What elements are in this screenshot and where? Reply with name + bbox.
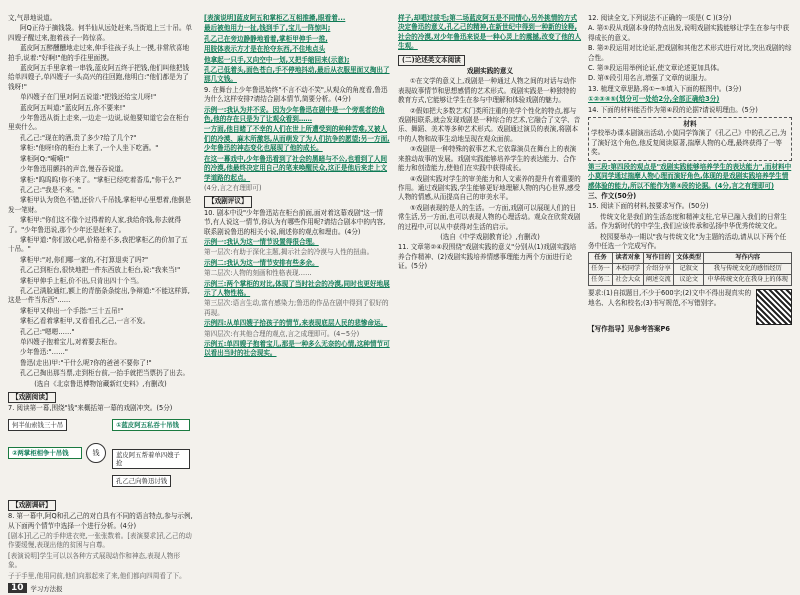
text-line: 蓝皮阿五叫道:"蓝皮阿五,你不要来!" <box>20 103 126 112</box>
article-title: 戏剧实践的意义 <box>466 67 514 76</box>
requirements-text: 要求:(1)自拟题目,不少于600字;(2)文中不得出现真实的地名、人名和校名;(3)书写规范,不写错别字。 <box>588 289 752 307</box>
text-line: 子于手里,他用同前,他们向那起来了来,他们都向四周看了下。 <box>8 571 186 580</box>
text-line: 孔乙己:"我是不来。" <box>20 185 82 194</box>
task-table <box>588 252 792 286</box>
paragraph: 校园要举办一期以"我与传统文化"为主题的活动,请从以下两个任务中任选一个完成写作。 <box>588 232 787 250</box>
text-line: 蓝皮阿五手里拿着一串钱,蓝皮阿五终于把钱,他们叫他把钱给单四嫂子,单四嫂子一头高兴的往回跑,他明白:"他们都是为了钱呀!" <box>8 64 190 91</box>
answer-line: 孔乙己在旁边静静地看着,掌柜甲伸手一推, <box>204 34 328 43</box>
question-12: 12. 阅读全文,下列说法不正确的一项是( C )(3分) <box>588 14 732 22</box>
section-label: (二)论述类文本阅读 <box>398 55 465 66</box>
table-cell: 阐述交流 <box>643 275 673 286</box>
text-line: 掌柜甲:"对,你们哪一家的,不打算退卖了吗?" <box>20 255 149 264</box>
text-line: 阿Q正待于摘钱袋。何半仙从远处赶来,当街追上三十吊。单四嫂子醒过来,抱着孩子一阵惊喜。 <box>8 24 193 42</box>
section-label: 【戏剧评议】 <box>204 196 252 207</box>
answer-line: 示例二:我认为这一情节安排有些多余。 <box>204 258 319 267</box>
text-line: 蓝皮阿五醉醺醺地走过来,伸手往孩子头上一摸,非常欣喜地拍手,说着:"好啊!"他的手往里面摸。 <box>8 44 190 62</box>
answer-line: 示例一:我认为这一情节设置得很合理。 <box>204 237 319 246</box>
table-cell: 社会大众 <box>613 275 643 286</box>
question-7: 7. 阅读第一幕,围绕"钱"来概括第一幕的戏剧冲突。(5分) <box>8 404 173 413</box>
question-8: 8. 第一幕中,阿Q和孔乙己的对白具有不同的语言特点,参与示例,从下面两个情节中选择一个进行分析。(4分) <box>8 512 193 530</box>
table-cell: 本校同学 <box>613 264 643 275</box>
source-note: (选自《北京鲁迅博物馆藏新红史料》,有删改) <box>34 379 167 388</box>
table-header-row <box>589 253 792 264</box>
question-14: 14. 下面的材料能否作为第④段的论据?请说明理由。(5分) <box>588 105 758 114</box>
section-label: 【戏剧调研】 <box>8 500 56 511</box>
table-header-cell: 读者对象 <box>613 253 643 264</box>
paragraph: ③戏剧是一种特殊的叙事艺术,它依靠演员在舞台上的表演来推动故事的发展。戏剧实践能够培养学生的表达能力、合作能力和创造能力,使他们在实践中获得成长。 <box>398 145 577 173</box>
answer-line: 示例三:两个掌柜的对比,体现了当时社会的冷漠,同时也更好地展示了人物性格。 <box>204 279 390 297</box>
table-cell: 议论文 <box>674 275 704 286</box>
text-line: 少年鲁迅:"……" <box>20 348 68 357</box>
grading-line: 第四层次:有其他合理的观点,言之成理即可。(4~5分) <box>204 329 360 338</box>
text-line: 掌柜甲伸手上柜,价不出,只肯出四十个当。 <box>20 276 143 285</box>
question-13: 13. 梳理文章思路,将①~⑤填入下面的框图中。(3分) <box>588 84 742 93</box>
column-1 <box>8 14 193 582</box>
paragraph: ⑤戏剧表现的是人的生活。一方面,戏剧可以展现人们的日常生活,另一方面,也可以表现人物的心理活动。观众在欣赏戏剧的过程中,可以从中获得对生活的启示。 <box>398 203 581 231</box>
diagram-box-answer: ①蓝皮阿五私吞十吊钱 <box>112 419 190 431</box>
table-cell: 任务二 <box>589 275 613 286</box>
table-row <box>589 264 792 275</box>
text-line: 孔乙己:"嗯嗯……" <box>20 327 75 336</box>
option-c: C. 第③段运用举例论证,使文章论述更加具体。 <box>588 64 724 73</box>
text-line: 单四嫂子抱着宝儿,对着要去柜台。 <box>20 338 122 346</box>
answer-line: 示例五:单四嫂子抱着宝儿,那是一种多么无奈的心情,这种情节可以看出当时的社会现实。 <box>204 340 390 358</box>
table-cell: 中华传统文化在我身上的体现 <box>704 275 792 286</box>
answer-line: 孔乙己低着头,面色苍白,手不停地抖动,最后从衣服里面又掏出了那几文钱。 <box>204 66 390 84</box>
table-header-cell: 任务 <box>589 253 613 264</box>
text-line: 孔乙己满脸通红,额上的青筋条条绽出,争辩道:"不能这样算,这是一件当东西"…… <box>8 286 190 305</box>
answer-line: 用肢体表示方才是在抢夺东西,不住地点头 <box>204 45 326 54</box>
question-8-option: [剧本]孔乙己的手伸进衣兜,一张张数着。[表演要求]孔乙己的动作要缓慢,表现出他的贫困与自尊。 <box>8 532 192 550</box>
answer-line: 样子,却唱过拔毛;第二场蓝皮阿五是不同情心,另外挑情的方式决定鲁迅的意义,孔乙己的精神,在新世纪中得到一种新的诠释,社会的冷漠,对少年鲁迅来说是一种心灵上的震撼,改变了他的人生观。 <box>398 14 582 51</box>
text-line: 掌柜:"他呀!你的柜台上来了,一个人坐下吃酒。" <box>20 144 159 153</box>
answer-line: [表演说明]蓝皮阿五和掌柜乙互相推搡,眼看着... <box>204 14 346 22</box>
text-line: 掌柜:"呜呜呜!你不来了。"掌柜已经吃着香瓜,"你干么?" <box>20 175 182 184</box>
answer-line: 第三段:第四段的观点是"戏剧实践能够培养学生的表达能力",而材料中小莫同学通过揣摩人物心理而演好角色,体现的是戏剧实践培养学生情感体验的能力,所以不能作为第④段的论据。(4分,言之有理即可) <box>588 162 792 190</box>
page-footer <box>8 583 62 593</box>
option-b: B. 第②段运用对比论证,把戏剧和其他艺术形式进行对比,突出戏剧的综合性。 <box>588 44 792 62</box>
diagram-box: 孔乙己向鲁迅讨钱 <box>112 475 171 487</box>
question-10: 10. 剧本中设"少年鲁迅站在柜台前面,面对着这幕戏剧"这一情节,有人说这一情节,你认为有哪些作用呢?请结合剧本中的内容,联系剧说鲁迅的相关小说,阐述你的观点和理由。(4分) <box>204 208 386 236</box>
grading-line: 第三层次:语言生动,富有感染力;鲁迅的作品在剧中得到了很好的再现。 <box>204 299 389 317</box>
text-line: 单四嫂子在门里对阿五说道:"把钱还给宝儿呀!" <box>20 93 157 102</box>
table-row <box>589 275 792 286</box>
answer-line: 示例一:我认为并不妥。因为少年鲁迅在剧中是一个旁观者的角色,他的存在只是为了让观众看到…… <box>204 105 385 124</box>
question-8-requirement: [表演说明]学生可以以各种方式展现动作和神态,表现人物形象。 <box>8 551 181 570</box>
grading-line: 第二层次:人物的刻画和性格表现…… <box>204 269 312 278</box>
option-a: A. 第①段从戏剧本身的特点出发,说明戏剧实践能够让学生在参与中获得成长的意义。 <box>588 24 790 42</box>
column-3 <box>398 14 582 582</box>
answer-line: 一方面,他目睹了不幸的人们在世上所遭受到的种种苦难,又被人们的冷漠、麻木所激怒,从而萌发了为人们抗争的愿望;另一方面,少年鲁迅的神态变化也展现了他的成长。 <box>204 125 390 153</box>
paragraph: ④戏剧实践对学生的审美能力和人文素养的提升有着重要的作用。通过戏剧实践,学生能够更好地理解人物的内心世界,感受人物的情感,从而提高自己的审美水平。 <box>398 174 581 202</box>
text-line: 孔乙己掏出那当票,走到柜台前,一抬手就把当票扔了出去。 <box>20 369 190 378</box>
column-2 <box>204 14 390 582</box>
table-header-cell: 文体类型 <box>674 253 704 264</box>
column-4 <box>588 14 792 582</box>
text-line: 掌柜阿Q:"嗬嗬!" <box>20 154 70 163</box>
diagram-box: 蓝皮阿五帮着单四嫂子抢 <box>112 449 190 469</box>
text-line: 孔乙己:"现在的酒,贵了多少?给了几个?" <box>20 133 137 142</box>
grading-line: 第一层次:有助于深化主题,揭示社会的冷漠与人性的扭曲。 <box>204 248 374 257</box>
section-heading: 三、作文(50分) <box>588 191 637 200</box>
source-note: (选自《中学戏剧教育论》,有删改) <box>440 232 540 241</box>
text-line: 文,气昂地说道。 <box>8 14 57 22</box>
option-d: D. 第⑤段引用名言,增强了文章的说服力。 <box>588 74 711 83</box>
text-line: 掌柜甲道:"你们放心吧,价格差不多,我把掌柜乙的价加了五十吊。" <box>8 235 188 254</box>
section-label: 【戏剧阅读】 <box>8 392 56 403</box>
text-line: 少年鲁迅用颤抖的声音,慢吞吞说道。 <box>20 165 128 174</box>
paragraph: 传统文化是我们的生活态度和精神支柱,它早已融入我们的日常生活。作为新时代的中学生,我们应该传承和弘扬中华优秀传统文化。 <box>588 212 787 231</box>
brand-label: 学习方法报 <box>30 584 63 593</box>
diagram-box: 何半仙索钱三十吊 <box>8 419 67 431</box>
diagram-box-answer: ②两掌柜相争十吊钱 <box>8 447 82 459</box>
score-note: (4分,言之有理即可) <box>204 183 262 192</box>
table-cell: 介绍分享 <box>643 264 673 275</box>
answer-line: 最后被他用力一扯,钱到手了,宝儿一阵惊叫; <box>204 24 331 33</box>
table-cell: 记叙文 <box>674 264 704 275</box>
table-cell: 我与传统文化的感悟经历 <box>704 264 792 275</box>
question-11: 11. 文章第②④段围绕"戏剧实践的意义"分别从(1)戏剧实践培养合作精神、(2)戏剧实践培养情感事理能力两个方面进行论证。(5分) <box>398 243 577 271</box>
material-box <box>588 117 792 161</box>
table-header-cell: 写作目的 <box>643 253 673 264</box>
paragraph: ①在文学的意义上,戏剧是一种通过人物之间的对话与动作表现故事情节和思想感情的艺术形式。戏剧实践是一种独特的教育方式,它能够让学生在参与中理解和体验戏剧的魅力。 <box>398 77 577 105</box>
paragraph: ②假如把大多数艺术门类所注重的美学个性化的特点,都与戏剧相联系,就会发现戏剧是一种综合的艺术,它融合了文学、音乐、舞蹈、美术等多种艺术形式。戏剧通过演员的表演,将剧本中的人物和故事生动地呈现在观众面前。 <box>398 106 581 143</box>
qr-code-icon <box>756 289 792 325</box>
money-conflict-diagram <box>8 417 193 495</box>
text-line: 掌柜甲又伸出一个手指:"三十五吊!" <box>20 306 124 315</box>
table-cell: 任务一 <box>589 264 613 275</box>
writing-guide: 【写作指导】见参考答案P6 <box>588 325 670 334</box>
material-title: 材料 <box>683 120 697 129</box>
text-line: 孔乙己到柜台,很快地把一件东西放上柜台,说:"我来当!" <box>20 266 181 275</box>
requirements-block <box>588 289 792 308</box>
question-15: 15. 阅读下面的材料,按要求写作。(50分) <box>588 202 709 211</box>
page-number: 10 <box>8 583 27 593</box>
answer-line: 他拿起一只手,又向空中一划,又把手缩回来(示意); <box>204 55 350 64</box>
material-text: 学校举办课本剧演出活动,小莫同学饰演了《孔乙己》中的孔乙己,为了演好这个角色,他反复阅读原著,揣摩人物的心理,最终获得了一等奖。 <box>591 129 787 157</box>
answer-line: ①②③④⑤(划分可一处给2分,全部正确给3分) <box>588 95 720 104</box>
table-header-cell: 写作内容 <box>704 253 792 264</box>
text-line: 掌柜甲:"你们这不像个过得着的人家,我给你钱,你去就得了。"少年鲁迅说,那个少年还是赶来了。 <box>8 216 182 234</box>
text-line: 少年鲁迅从街上走来,一边走一边说,说他要知道它会在柜台里卖什么。 <box>8 114 190 132</box>
text-line: 掌柜乙看着掌柜甲,又看看孔乙己,一言不发。 <box>20 317 150 326</box>
text-line: 鲁迅(走出)甲:"干什么呢?你的爸爸不要你了!" <box>20 358 152 367</box>
money-node: 钱 <box>86 443 106 463</box>
answer-line: 示例四:从单四嫂子拾孩子的情节,来表现底层人民的悲惨命运。 <box>204 319 388 328</box>
answer-line: 在这一幕戏中,少年鲁迅看到了社会的黑暗与不公,也看到了人间的冷漠,他最终决定用自己的笔来唤醒民众,这正是他后来走上文学道路的起点。 <box>204 154 388 182</box>
question-9: 9. 在舞台上少年鲁迅始终"不言不动不笑",从观众的角度看,鲁迅为什么这样安排?请结合剧本情节,简要分析。(4分) <box>204 85 388 104</box>
text-line: 掌柜甲认为货色不错,还价八千吊钱,掌柜甲心里想着,他倒是发一笔财。 <box>8 196 192 214</box>
